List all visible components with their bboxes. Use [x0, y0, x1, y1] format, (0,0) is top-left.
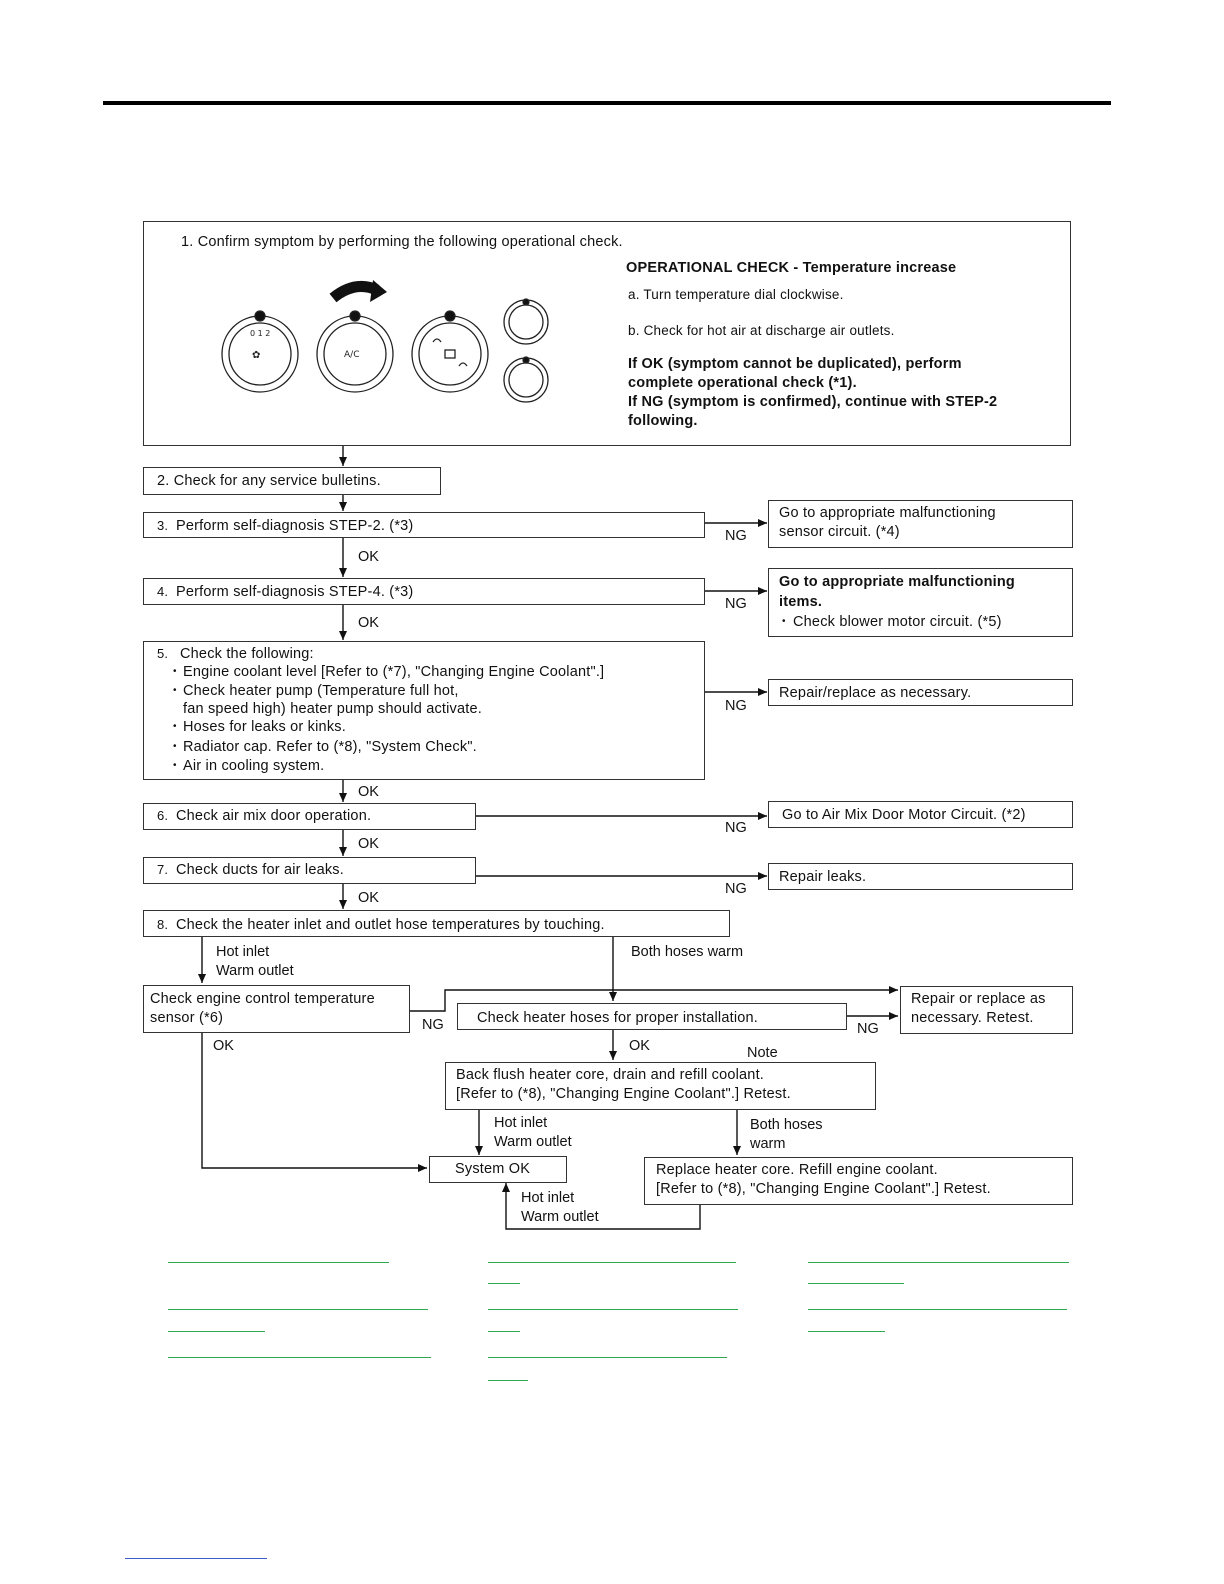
ng-label-4: NG — [725, 596, 747, 612]
hot-inlet-label-1: Hot inlet — [216, 944, 270, 960]
note-label: Note — [747, 1045, 778, 1061]
reference-link-2[interactable] — [168, 1309, 428, 1310]
warm-label: warm — [750, 1136, 786, 1152]
back-flush-line2: [Refer to (*8), "Changing Engine Coolant".] Retest. — [456, 1086, 791, 1102]
reference-link-5[interactable] — [488, 1309, 738, 1310]
replace-core-line1: Replace heater core. Refill engine coolant. — [656, 1162, 938, 1178]
step4-ng-line1: Go to appropriate malfunctioning — [779, 574, 1015, 590]
step1-instruction: 1. Confirm symptom by performing the following operational check. — [181, 234, 623, 250]
step5-ng-text: Repair/replace as necessary. — [779, 685, 972, 701]
mode-dial-icon — [412, 311, 488, 392]
step7-ng-text: Repair leaks. — [779, 869, 867, 885]
both-hoses-label: Both hoses — [750, 1117, 823, 1133]
step5-title: Check the following: — [180, 646, 314, 662]
ok-label-6: OK — [358, 836, 379, 852]
ng-label-3: NG — [725, 528, 747, 544]
ng-label-6: NG — [725, 820, 747, 836]
ok-instruction-1: If OK (symptom cannot be duplicated), perform — [628, 356, 962, 372]
reference-link-6b[interactable] — [488, 1380, 528, 1381]
both-hoses-warm-label: Both hoses warm — [631, 944, 744, 960]
warm-outlet-label-2: Warm outlet — [494, 1134, 572, 1150]
ng-label-5: NG — [725, 698, 747, 714]
fan-dial-icon — [222, 311, 298, 392]
hot-inlet-label-2: Hot inlet — [494, 1115, 548, 1131]
ng-label-7: NG — [725, 881, 747, 897]
system-ok-text: System OK — [455, 1161, 531, 1177]
reference-link-3[interactable] — [168, 1357, 431, 1358]
step3-ng-line1: Go to appropriate malfunctioning — [779, 505, 996, 521]
svg-text:0 1 2: 0 1 2 — [250, 329, 271, 338]
hot-inlet-label-3: Hot inlet — [521, 1190, 575, 1206]
reference-link-4[interactable] — [488, 1262, 736, 1263]
bullet-1: • — [173, 666, 177, 677]
step6-ng-text: Go to Air Mix Door Motor Circuit. (*2) — [782, 807, 1026, 823]
step7-number: 7. — [157, 862, 169, 877]
ect-sensor-line1: Check engine control temperature — [150, 991, 375, 1007]
reference-link-8[interactable] — [808, 1309, 1067, 1310]
operational-check-a: a. Turn temperature dial clockwise. — [628, 287, 844, 302]
reference-link-2b[interactable] — [168, 1331, 265, 1332]
arrow-ect-ok — [202, 1032, 427, 1168]
bullet-4: • — [173, 741, 177, 752]
svg-text:✿: ✿ — [252, 350, 261, 361]
ok-label-4: OK — [358, 615, 379, 631]
ng-label-ect: NG — [422, 1017, 444, 1033]
step4-ng-bullet: • — [782, 616, 786, 627]
step8-text: Check the heater inlet and outlet hose temperatures by touching. — [176, 917, 605, 933]
repair-replace-line1: Repair or replace as — [911, 991, 1046, 1007]
step4-ng-line3: Check blower motor circuit. (*5) — [793, 614, 1002, 630]
clockwise-arrow-icon — [333, 286, 377, 298]
bullet-5: • — [173, 760, 177, 771]
step2-text: 2. Check for any service bulletins. — [157, 473, 381, 489]
svg-text:A/C: A/C — [344, 350, 360, 360]
ok-label-3: OK — [358, 549, 379, 565]
temperature-dial-icon — [317, 311, 393, 392]
reference-link-6[interactable] — [488, 1357, 727, 1358]
step5-item5: Air in cooling system. — [183, 758, 325, 774]
footer-link[interactable] — [125, 1558, 267, 1559]
reference-link-5b[interactable] — [488, 1331, 520, 1332]
control-dials-illustration — [215, 278, 560, 408]
bullet-2: • — [173, 685, 177, 696]
reference-link-7[interactable] — [808, 1262, 1069, 1263]
step3-ng-line2: sensor circuit. (*4) — [779, 524, 900, 540]
step5-item3: Hoses for leaks or kinks. — [183, 719, 346, 735]
reference-link-1[interactable] — [168, 1262, 389, 1263]
step6-number: 6. — [157, 808, 169, 823]
heater-hoses-text: Check heater hoses for proper installation. — [477, 1010, 759, 1026]
ok-instruction-2: complete operational check (*1). — [628, 375, 857, 391]
small-dial-top-icon — [504, 299, 548, 344]
step6-text: Check air mix door operation. — [176, 808, 372, 824]
ng-instruction-2: following. — [628, 413, 698, 429]
step3-number: 3. — [157, 518, 169, 533]
ect-sensor-line2: sensor (*6) — [150, 1010, 224, 1026]
ok-label-hoses: OK — [629, 1038, 650, 1054]
step3-text: Perform self-diagnosis STEP-2. (*3) — [176, 518, 414, 534]
step5-item2a: Check heater pump (Temperature full hot, — [183, 683, 459, 699]
bullet-3: • — [173, 721, 177, 732]
ok-label-5: OK — [358, 784, 379, 800]
repair-replace-line2: necessary. Retest. — [911, 1010, 1034, 1026]
small-dial-bottom-icon — [504, 357, 548, 402]
ng-instruction-1: If NG (symptom is confirmed), continue with STEP-2 — [628, 394, 998, 410]
ng-label-hoses: NG — [857, 1021, 879, 1037]
step4-ng-line2: items. — [779, 594, 823, 610]
step5-item4: Radiator cap. Refer to (*8), "System Check". — [183, 739, 477, 755]
ok-label-ect: OK — [213, 1038, 234, 1054]
reference-link-7b[interactable] — [808, 1283, 904, 1284]
step5-number: 5. — [157, 646, 169, 661]
step8-number: 8. — [157, 917, 169, 932]
warm-outlet-label-1: Warm outlet — [216, 963, 294, 979]
step5-item2b: fan speed high) heater pump should activate. — [183, 701, 482, 717]
operational-check-title: OPERATIONAL CHECK - Temperature increase — [626, 260, 957, 276]
step5-item1: Engine coolant level [Refer to (*7), "Changing Engine Coolant".] — [183, 664, 605, 680]
back-flush-line1: Back flush heater core, drain and refill coolant. — [456, 1067, 765, 1083]
reference-link-8b[interactable] — [808, 1331, 885, 1332]
step7-text: Check ducts for air leaks. — [176, 862, 344, 878]
replace-core-line2: [Refer to (*8), "Changing Engine Coolant".] Retest. — [656, 1181, 991, 1197]
step4-text: Perform self-diagnosis STEP-4. (*3) — [176, 584, 414, 600]
ok-label-7: OK — [358, 890, 379, 906]
reference-link-4b[interactable] — [488, 1283, 520, 1284]
warm-outlet-label-3: Warm outlet — [521, 1209, 599, 1225]
operational-check-b: b. Check for hot air at discharge air outlets. — [628, 323, 895, 338]
step4-number: 4. — [157, 584, 169, 599]
